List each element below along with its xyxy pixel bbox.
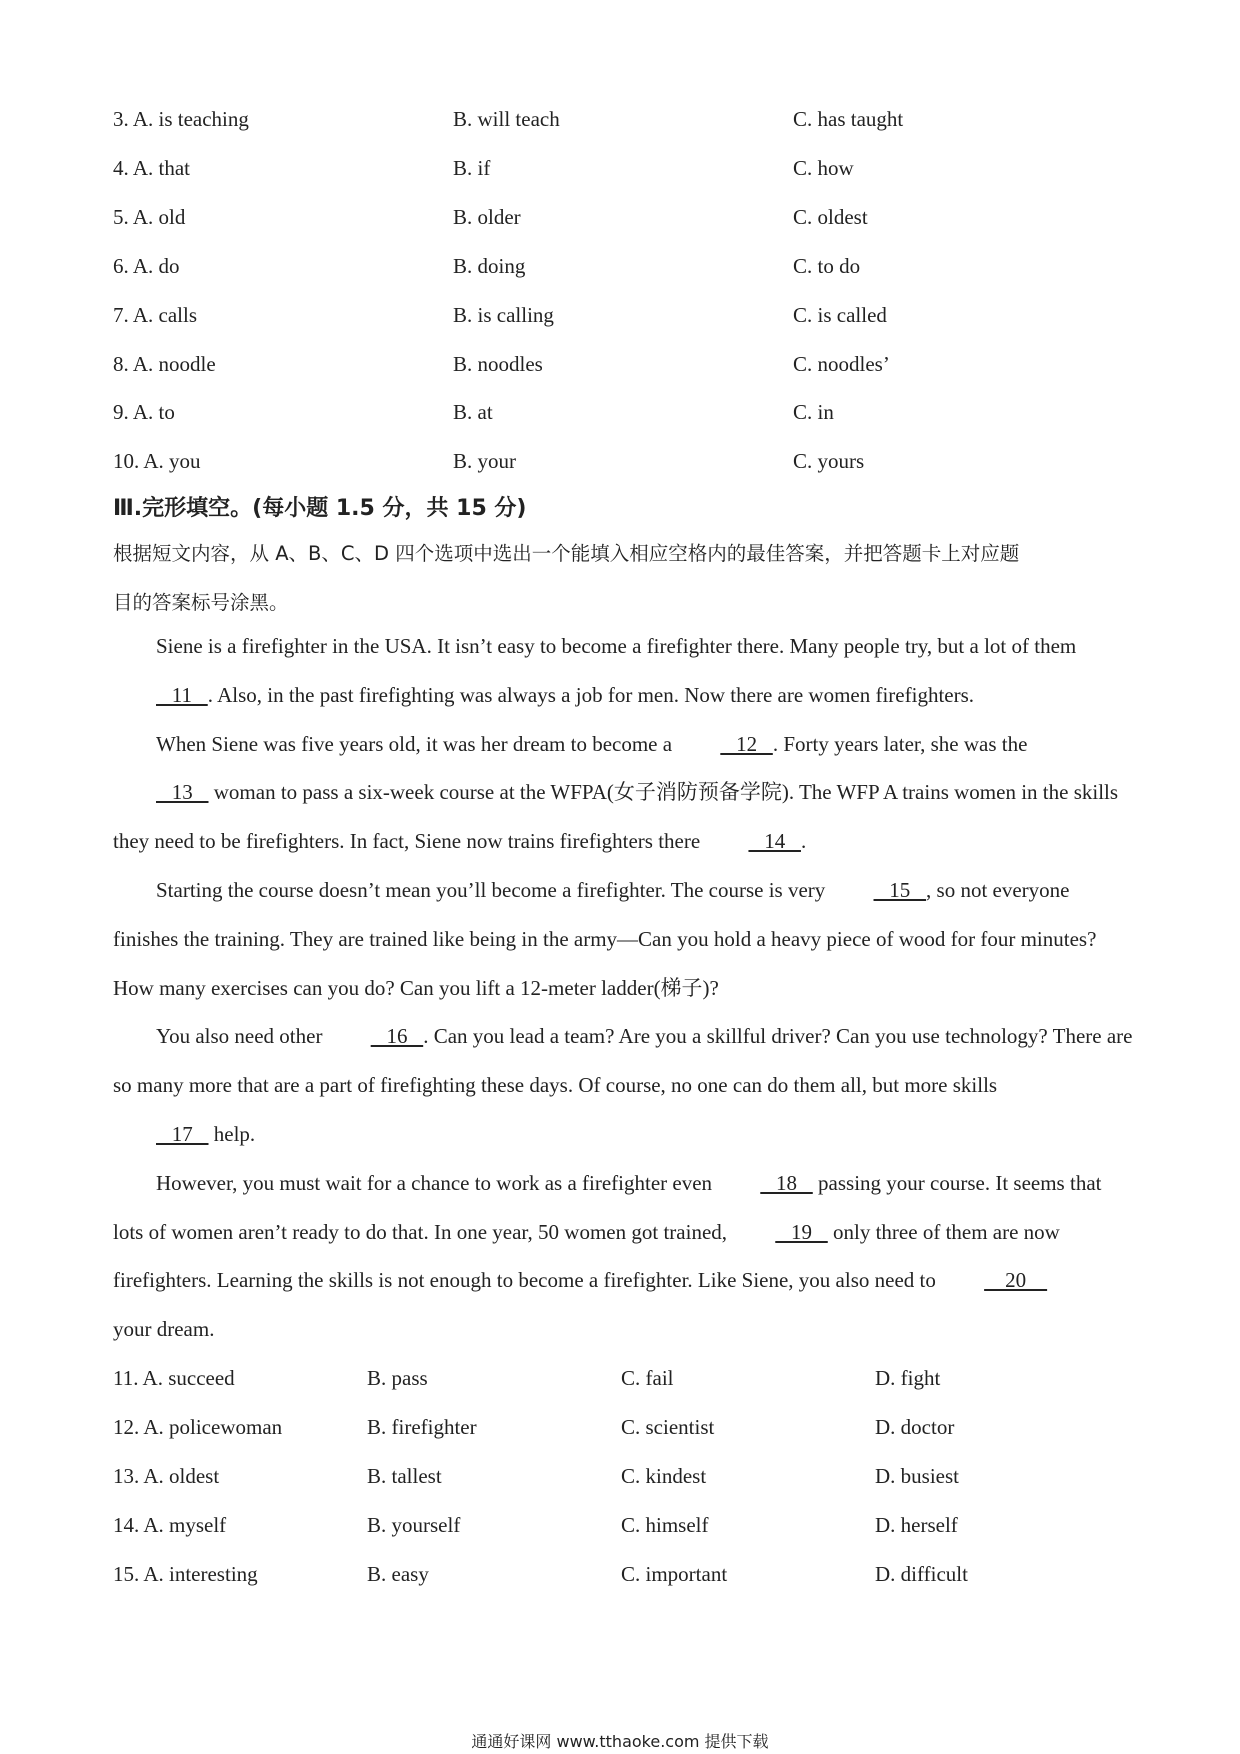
option-a: 7. A. calls bbox=[113, 303, 197, 327]
option-row-5 bbox=[113, 205, 1133, 235]
option-b: B. if bbox=[453, 156, 491, 180]
option-row-10 bbox=[113, 449, 1133, 479]
option-b: B. is calling bbox=[453, 303, 554, 327]
cloze-passage bbox=[113, 622, 1133, 1354]
option-a: 5. A. old bbox=[113, 205, 186, 229]
option-a: 15. A. interesting bbox=[113, 1562, 258, 1586]
blank-12: 12 bbox=[720, 731, 773, 756]
passage-text: help. bbox=[208, 1121, 256, 1146]
option-b: B. yourself bbox=[367, 1513, 461, 1537]
blank-11: 11 bbox=[156, 682, 208, 707]
option-d: D. busiest bbox=[875, 1464, 959, 1488]
blank-16: 16 bbox=[370, 1024, 424, 1049]
passage-text: , so not everyone finishes the training. They are trained like being in the army—Can you hold a heavy piece of wood for four minutes? How many exercises can you do? Can you lift a 12-meter ladder(梯子)? bbox=[113, 877, 1097, 1000]
option-a: 11. A. succeed bbox=[113, 1366, 235, 1390]
option-d: D. doctor bbox=[875, 1415, 955, 1439]
paragraph-1 bbox=[113, 622, 1133, 720]
option-c: C. how bbox=[793, 156, 854, 180]
blank-19: 19 bbox=[775, 1219, 828, 1244]
section-heading: Ⅲ.完形填空。(每小题 1.5 分，共 15 分) bbox=[113, 496, 527, 521]
option-row-14 bbox=[113, 1513, 1133, 1543]
option-a: 9. A. to bbox=[113, 400, 175, 424]
option-b: B. pass bbox=[367, 1366, 428, 1390]
option-b: B. tallest bbox=[367, 1464, 442, 1488]
option-row-3 bbox=[113, 107, 1133, 137]
paragraph-5 bbox=[113, 1159, 1133, 1354]
option-row-11 bbox=[113, 1366, 1133, 1396]
instruction-line-1: 根据短文内容，从 A、B、C、D 四个选项中选出一个能填入相应空格内的最佳答案，并把答题卡上对应题 bbox=[113, 542, 1020, 565]
passage-text: woman to pass a six-week course at the WFPA(女子消防预备学院). The WFP A trains women in the skills they need to be firefighters. In fact, Siene now trains firefighters there bbox=[113, 780, 1119, 854]
option-c: C. important bbox=[621, 1562, 728, 1586]
option-c: C. kindest bbox=[621, 1464, 707, 1488]
instruction-line-2: 目的答案标号涂黑。 bbox=[113, 591, 289, 614]
option-c: C. scientist bbox=[621, 1415, 715, 1439]
page-footer: 通通好课网 www.tthaoke.com 提供下载 bbox=[471, 1732, 769, 1751]
option-a: 10. A. you bbox=[113, 449, 201, 473]
option-c: C. is called bbox=[793, 303, 887, 327]
passage-text: When Siene was five years old, it was her dream to become a bbox=[156, 731, 678, 756]
passage-text: You also need other bbox=[156, 1024, 328, 1049]
passage-text: . Also, in the past firefighting was always a job for men. Now there are women firefighters. bbox=[207, 682, 975, 707]
paragraph-3 bbox=[113, 866, 1133, 1012]
option-c: C. noodles’ bbox=[793, 352, 890, 376]
option-row-13 bbox=[113, 1464, 1133, 1494]
blank-14: 14 bbox=[748, 829, 801, 854]
option-b: B. firefighter bbox=[367, 1415, 477, 1439]
option-d: D. fight bbox=[875, 1366, 941, 1390]
option-c: C. has taught bbox=[793, 107, 904, 131]
option-b: B. will teach bbox=[453, 107, 560, 131]
option-b: B. doing bbox=[453, 254, 526, 278]
option-row-9 bbox=[113, 400, 1133, 430]
option-a: 14. A. myself bbox=[113, 1513, 227, 1537]
option-b: B. your bbox=[453, 449, 516, 473]
passage-text: Starting the course doesn’t mean you’ll become a firefighter. The course is very bbox=[156, 877, 831, 902]
option-c: C. to do bbox=[793, 254, 861, 278]
option-b: B. easy bbox=[367, 1562, 429, 1586]
passage-text: . bbox=[800, 829, 807, 854]
paragraph-4 bbox=[113, 1012, 1133, 1158]
passage-text: However, you must wait for a chance to work as a firefighter even bbox=[156, 1170, 718, 1195]
option-a: 8. A. noodle bbox=[113, 352, 216, 376]
option-a: 4. A. that bbox=[113, 156, 190, 180]
passage-text: passing your course. It seems that lots of women aren’t ready to do that. In one year, 50 women got trained, bbox=[113, 1170, 1102, 1244]
blank-17: 17 bbox=[156, 1121, 209, 1146]
option-c: C. in bbox=[793, 400, 834, 424]
option-a: 13. A. oldest bbox=[113, 1464, 220, 1488]
passage-text: . Can you lead a team? Are you a skillful driver? Can you use technology? There are so many more that are a part of firefighting these days. Of course, no one can do them all, but more skills bbox=[113, 1024, 1133, 1098]
option-d: D. difficult bbox=[875, 1562, 968, 1586]
option-row-4 bbox=[113, 156, 1133, 186]
option-d: D. herself bbox=[875, 1513, 958, 1537]
option-a: 6. A. do bbox=[113, 254, 180, 278]
option-b: B. older bbox=[453, 205, 521, 229]
passage-text: only three of them are now firefighters. Learning the skills is not enough to become a firefighter. Like Siene, you also need to bbox=[113, 1219, 1060, 1293]
option-row-12 bbox=[113, 1415, 1133, 1445]
blank-20: 20 bbox=[984, 1268, 1048, 1293]
option-c: C. fail bbox=[621, 1366, 674, 1390]
option-row-8 bbox=[113, 352, 1133, 382]
paragraph-2 bbox=[113, 720, 1133, 866]
passage-text: Siene is a firefighter in the USA. It isn’t easy to become a firefighter there. Many people try, but a lot of them bbox=[156, 634, 1077, 658]
option-b: B. at bbox=[453, 400, 493, 424]
blank-15: 15 bbox=[873, 877, 927, 902]
option-c: C. yours bbox=[793, 449, 865, 473]
option-a: 3. A. is teaching bbox=[113, 107, 249, 131]
blank-18: 18 bbox=[760, 1170, 813, 1195]
option-row-7 bbox=[113, 303, 1133, 333]
blank-13: 13 bbox=[156, 780, 209, 805]
option-c: C. himself bbox=[621, 1513, 709, 1537]
option-row-6 bbox=[113, 254, 1133, 284]
option-b: B. noodles bbox=[453, 352, 543, 376]
option-row-15 bbox=[113, 1562, 1133, 1592]
passage-text: your dream. bbox=[113, 1317, 215, 1342]
option-c: C. oldest bbox=[793, 205, 868, 229]
passage-text: . Forty years later, she was the bbox=[772, 731, 1028, 756]
option-a: 12. A. policewoman bbox=[113, 1415, 283, 1439]
